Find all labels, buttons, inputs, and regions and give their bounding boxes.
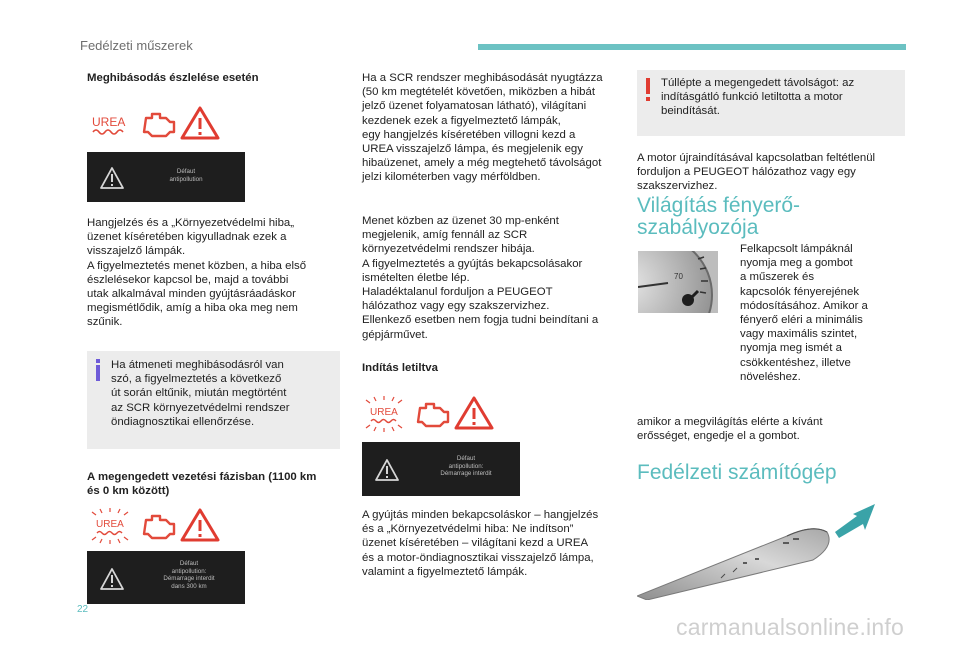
col1-title-failure: Meghibásodás észlelése esetén — [87, 72, 259, 84]
info-text: Ha átmeneti meghibásodásról van szó, a figyelmeztetés a következő út során eltűnik, miután megtörtént az SCR környezetvédelmi rendszer öndiagnosztikai ellenőrzése. — [111, 359, 290, 428]
page-number: 22 — [77, 604, 89, 615]
col1-info-box — [87, 351, 340, 449]
section-title-trip-computer: Fedélzeti számítógép — [637, 461, 837, 484]
header-accent-bar — [478, 44, 906, 50]
panel-warning-icon — [99, 567, 125, 591]
col2-paragraph-1: Ha a SCR rendszer meghibásodását nyugtázza (50 km megtételét követően, miközben a hibát jelző üzenet folyamatosan látható), világítani kezdenek ezek a figyelmeztető lámpák, egy hangjelzés kíséretében villogni kezd a UREA visszajelző lámpa, és megjelenik egy hibaüzenet, amely a még megtehető távolságot jelzi kilométerben vagy mérföldben. — [362, 72, 603, 184]
panel-warning-icon — [99, 166, 125, 190]
watermark-text: carmanualsonline.info — [676, 614, 904, 640]
wiper-stalk-image — [637, 502, 877, 600]
col1-title-allowed-phase: A megengedett vezetési fázisban (1100 km és 0 km között) — [87, 471, 317, 498]
warning-triangle-icon — [182, 108, 218, 138]
exclamation-icon — [644, 78, 652, 102]
col1-display-panel-1 — [87, 152, 245, 202]
urea-icon: UREA — [92, 115, 126, 129]
col2-warning-icons — [364, 394, 504, 434]
panel-message: Défaut antipollution — [169, 168, 203, 183]
col2-paragraph-3: A gyújtás minden bekapcsoláskor – hangjelzés és a „Környezetvédelmi hiba: Ne indítson” üzenet kíséretében – világítani kezd a UREA és a motor-öndiagnosztikai visszajelző lámpa, valamint a figyelmeztető lámpák. — [362, 509, 599, 578]
col1-warning-icons-1 — [90, 104, 230, 144]
warning-text: Túllépte a megengedett távolságot: az indításgátló funkció letiltotta a motor beindítását. — [661, 77, 855, 118]
col3-warning-box — [637, 70, 905, 136]
engine-icon — [144, 516, 174, 538]
panel-warning-icon — [374, 458, 400, 482]
urea-wave-icon — [93, 130, 123, 134]
col2-paragraph-2: Menet közben az üzenet 30 mp-enként megjelenik, amíg fennáll az SCR környezetvédelmi rendszer hibája. A figyelmeztetés a gyújtás bekapcsolásakor ismételten életbe lép. Haladéktalanul forduljon a PEUGEOT hálózathoz vagy egy szakszervizhez. Ellenkező esetben nem fogja tudni beindítani a gépjárművet. — [362, 215, 599, 341]
section-title-lighting: Világítás fényerő- szabályozója — [637, 194, 801, 239]
warning-triangle-icon — [456, 398, 492, 428]
col1-display-panel-2 — [87, 551, 245, 604]
col1-paragraph-1: Hangjelzés és a „Környezetvédelmi hiba„ üzenet kíséretében kigyulladnak ezek a visszajelző lámpák. A figyelmeztetés menet közben, a hiba első észlelésekor kapcsol be, majd a további utak alkalmával minden gyújtásráadáskor megismétlődik, amíg a hiba oka meg nem szűnik. — [87, 217, 307, 329]
info-icon — [93, 359, 103, 381]
engine-icon — [144, 114, 174, 136]
urea-icon: UREA — [96, 519, 124, 530]
gauge-value-label: 70 — [674, 272, 683, 281]
warning-triangle-icon — [182, 510, 218, 540]
col1-warning-icons-2 — [90, 506, 230, 546]
urea-icon: UREA — [370, 407, 398, 418]
panel-message: Défaut antipollution: Démarrage interdit — [440, 455, 492, 478]
col3-bullet-instruction: Felkapcsolt lámpáknál nyomja meg a gombot a műszerek és kapcsolók fényerejének módosításához. Amikor a fényerő eléri a minimális vagy maximális szintet, nyomja meg ismét a csökkentéshez, illetve növeléshez. — [740, 243, 868, 383]
col3-paragraph-2: amikor a megvilágítás elérte a kívánt erősséget, engedje el a gombot. — [637, 416, 823, 443]
engine-icon — [418, 404, 448, 426]
col2-display-panel — [362, 442, 520, 496]
dashboard-gauge-image — [638, 251, 718, 313]
page-header: Fedélzeti műszerek — [80, 38, 193, 53]
col2-title-start-blocked: Indítás letiltva — [362, 362, 438, 374]
panel-message: Défaut antipollution: Démarrage interdit dans 300 km — [163, 560, 215, 590]
pointer-arrow-icon — [835, 504, 875, 538]
col3-paragraph-1: A motor újraindításával kapcsolatban feltétlenül forduljon a PEUGEOT hálózathoz vagy egy szakszervizhez. — [637, 152, 876, 193]
